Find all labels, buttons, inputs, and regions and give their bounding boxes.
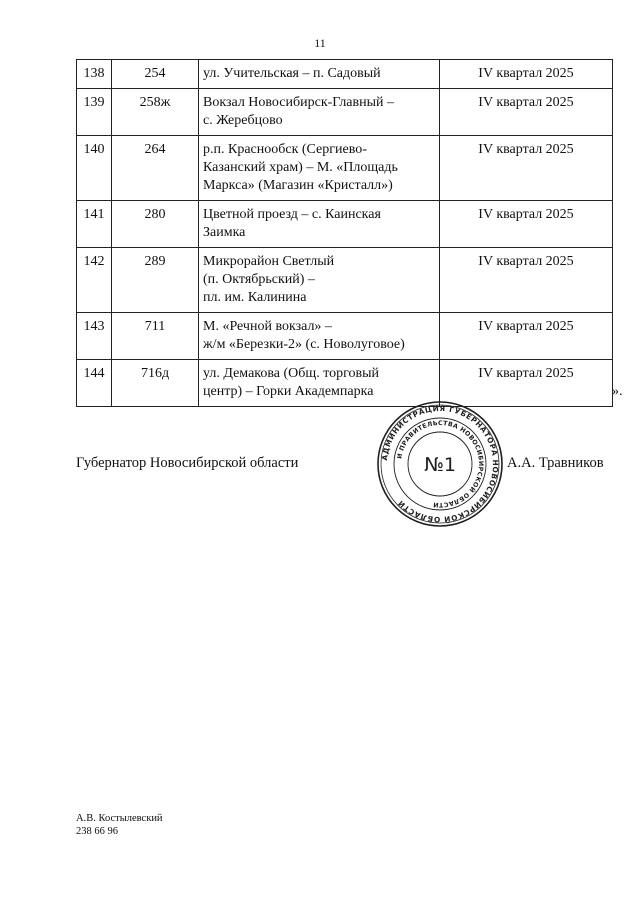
- signer-name: А.А. Травников: [507, 455, 604, 471]
- route-name: [199, 89, 440, 136]
- row-number: 142: [77, 248, 112, 313]
- route-name: [199, 136, 440, 201]
- table-row: [77, 89, 613, 136]
- seal-inner-text: И ПРАВИТЕЛЬСТВА НОВОСИБИРСКОЙ ОБЛАСТИ: [396, 419, 485, 509]
- completion-term: IV квартал 2025: [440, 248, 613, 313]
- row-number: 140: [77, 136, 112, 201]
- completion-term: IV квартал 2025: [440, 60, 613, 89]
- executor-name: А.В. Костылевский: [76, 813, 163, 824]
- routes-table: [76, 59, 613, 407]
- row-number: 139: [77, 89, 112, 136]
- table-row: [77, 360, 613, 407]
- completion-term: IV квартал 2025: [440, 313, 613, 360]
- route-number: 711: [112, 313, 199, 360]
- route-name: [199, 248, 440, 313]
- route-number: 264: [112, 136, 199, 201]
- route-name-line: центр) – Горки Академпарка: [203, 384, 374, 399]
- route-name-line: Маркса» (Магазин «Кристалл»): [203, 178, 393, 193]
- route-name-line: Цветной проезд – с. Каинская: [203, 207, 381, 222]
- official-seal-icon: [376, 400, 504, 528]
- route-name-line: М. «Речной вокзал» –: [203, 319, 332, 334]
- route-name-line: ул. Учительская – п. Садовый: [203, 66, 381, 81]
- completion-term: IV квартал 2025: [440, 201, 613, 248]
- table-row: [77, 313, 613, 360]
- route-name-line: пл. им. Калинина: [203, 290, 307, 305]
- executor-phone: 238 66 96: [76, 826, 118, 837]
- route-name: [199, 60, 440, 89]
- route-number: 280: [112, 201, 199, 248]
- route-name: [199, 201, 440, 248]
- closing-quote: ».: [612, 384, 623, 399]
- page-number: 11: [314, 36, 326, 50]
- route-name-line: Микрорайон Светлый: [203, 254, 335, 269]
- route-number: 254: [112, 60, 199, 89]
- table-row: [77, 60, 613, 89]
- row-number: 144: [77, 360, 112, 407]
- route-name-line: Казанский храм) – М. «Площадь: [203, 160, 398, 175]
- route-name-line: р.п. Краснообск (Сергиево-: [203, 142, 367, 157]
- table-row: [77, 248, 613, 313]
- row-number: 138: [77, 60, 112, 89]
- route-name-line: ж/м «Березки-2» (с. Новолуговое): [203, 337, 405, 352]
- table-row: [77, 201, 613, 248]
- route-name: [199, 313, 440, 360]
- route-name-line: ул. Демакова (Общ. торговый: [203, 366, 380, 381]
- row-number: 141: [77, 201, 112, 248]
- completion-term: IV квартал 2025: [440, 360, 613, 407]
- route-name-line: (п. Октябрьский) –: [203, 272, 315, 287]
- route-number: 716д: [112, 360, 199, 407]
- route-name-line: Вокзал Новосибирск-Главный –: [203, 95, 395, 110]
- seal-outer-text: АДМИНИСТРАЦИЯ ГУБЕРНАТОРА НОВОСИБИРСКОЙ ОБЛАСТИ: [380, 403, 501, 525]
- seal-number: №1: [424, 454, 456, 476]
- completion-term: IV квартал 2025: [440, 136, 613, 201]
- signer-title: Губернатор Новосибирской области: [76, 455, 299, 471]
- route-name-line: с. Жеребцово: [203, 113, 283, 128]
- routes-table-body: [77, 60, 613, 407]
- row-number: 143: [77, 313, 112, 360]
- route-name-line: Заимка: [203, 225, 246, 240]
- route-number: 289: [112, 248, 199, 313]
- route-number: 258ж: [112, 89, 199, 136]
- table-row: [77, 136, 613, 201]
- completion-term: IV квартал 2025: [440, 89, 613, 136]
- executor-block: [76, 812, 163, 838]
